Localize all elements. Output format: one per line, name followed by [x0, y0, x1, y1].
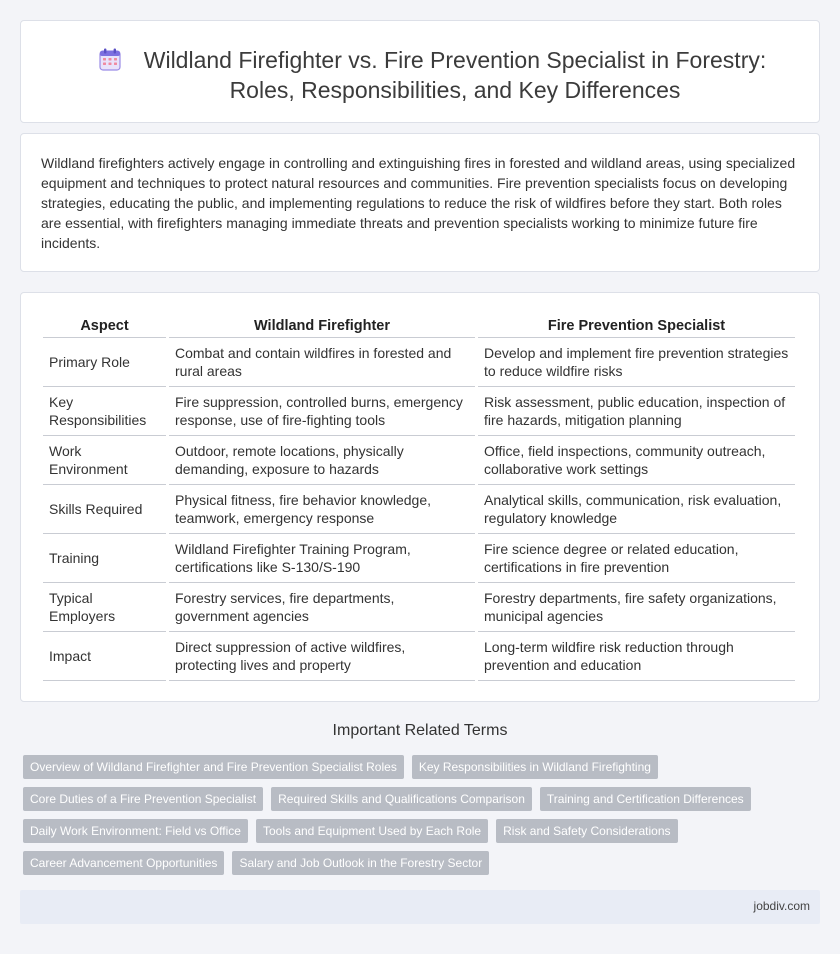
header-wildland-firefighter: Wildland Firefighter — [169, 311, 475, 338]
footer — [20, 890, 820, 924]
table-header-row — [43, 311, 795, 338]
row-aspect: Skills Required — [43, 485, 166, 534]
related-term-tag[interactable]: Core Duties of a Fire Prevention Specialist — [23, 787, 263, 811]
row-firefighter: Wildland Firefighter Training Program, certifications like S-130/S-190 — [169, 534, 475, 583]
footer-site-link[interactable]: jobdiv.com — [753, 899, 810, 913]
row-aspect: Key Responsibilities — [43, 387, 166, 436]
intro-paragraph: Wildland firefighters actively engage in controlling and extinguishing fires in forested and wildland areas, using specialized equipment and techniques to protect natural resources and communities. Fire prevention specialists focus on developing strategies, educating the public, and implementing regulations to reduce the risk of wildfires before they start. Both roles are essential, with firefighters managing immediate threats and prevention specialists working to minimize future fire incidents. — [41, 155, 796, 251]
row-prevention: Long-term wildfire risk reduction through prevention and education — [478, 632, 795, 681]
row-firefighter: Direct suppression of active wildfires, protecting lives and property — [169, 632, 475, 681]
header-aspect: Aspect — [43, 311, 166, 338]
table-row — [43, 485, 795, 534]
row-firefighter: Combat and contain wildfires in forested and rural areas — [169, 338, 475, 387]
table-row — [43, 436, 795, 485]
related-term-tag[interactable]: Training and Certification Differences — [540, 787, 751, 811]
comparison-table — [40, 311, 798, 681]
row-firefighter: Forestry services, fire departments, government agencies — [169, 583, 475, 632]
calendar-icon — [97, 47, 123, 73]
related-term-tag[interactable]: Career Advancement Opportunities — [23, 851, 224, 875]
table-row — [43, 338, 795, 387]
comparison-table-card — [20, 292, 820, 702]
intro-card — [20, 133, 820, 272]
row-firefighter: Outdoor, remote locations, physically demanding, exposure to hazards — [169, 436, 475, 485]
row-firefighter: Fire suppression, controlled burns, emergency response, use of fire-fighting tools — [169, 387, 475, 436]
related-term-tag[interactable]: Tools and Equipment Used by Each Role — [256, 819, 488, 843]
row-aspect: Primary Role — [43, 338, 166, 387]
table-row — [43, 387, 795, 436]
row-prevention: Forestry departments, fire safety organizations, municipal agencies — [478, 583, 795, 632]
page-title: Wildland Firefighter vs. Fire Prevention Specialist in Forestry: Roles, Responsibilities, and Key Differences — [143, 47, 767, 103]
related-terms-heading: Important Related Terms — [332, 722, 508, 739]
header-fire-prevention-specialist: Fire Prevention Specialist — [478, 311, 795, 338]
related-terms-list — [23, 755, 803, 875]
related-term-tag[interactable]: Risk and Safety Considerations — [496, 819, 677, 843]
related-term-tag[interactable]: Required Skills and Qualifications Comparison — [271, 787, 532, 811]
row-prevention: Fire science degree or related education, certifications in fire prevention — [478, 534, 795, 583]
related-term-tag[interactable]: Daily Work Environment: Field vs Office — [23, 819, 248, 843]
row-prevention: Develop and implement fire prevention strategies to reduce wildfire risks — [478, 338, 795, 387]
title-card — [20, 20, 820, 123]
table-row — [43, 534, 795, 583]
related-term-tag[interactable]: Salary and Job Outlook in the Forestry Sector — [232, 851, 489, 875]
row-aspect: Impact — [43, 632, 166, 681]
row-firefighter: Physical fitness, fire behavior knowledge, teamwork, emergency response — [169, 485, 475, 534]
row-prevention: Analytical skills, communication, risk evaluation, regulatory knowledge — [478, 485, 795, 534]
row-aspect: Training — [43, 534, 166, 583]
table-row — [43, 583, 795, 632]
row-prevention: Risk assessment, public education, inspection of fire hazards, mitigation planning — [478, 387, 795, 436]
related-term-tag[interactable]: Key Responsibilities in Wildland Firefighting — [412, 755, 658, 779]
row-aspect: Work Environment — [43, 436, 166, 485]
related-term-tag[interactable]: Overview of Wildland Firefighter and Fire Prevention Specialist Roles — [23, 755, 404, 779]
row-aspect: Typical Employers — [43, 583, 166, 632]
table-row — [43, 632, 795, 681]
row-prevention: Office, field inspections, community outreach, collaborative work settings — [478, 436, 795, 485]
